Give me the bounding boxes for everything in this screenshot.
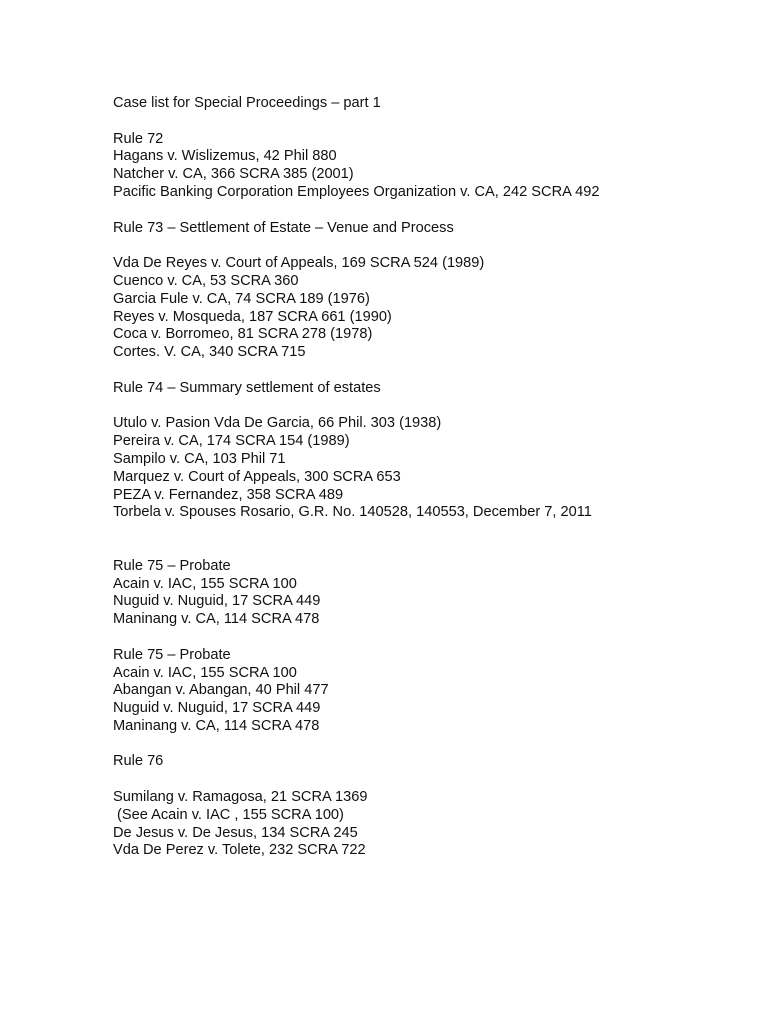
case-entry: Natcher v. CA, 366 SCRA 385 (2001) <box>113 166 354 183</box>
spacer <box>113 113 733 131</box>
case-entry: Acain v. IAC, 155 SCRA 100 <box>113 664 297 681</box>
case-entry: (See Acain v. IAC , 155 SCRA 100) <box>113 806 344 823</box>
rule-72-heading: Rule 72 <box>113 130 164 147</box>
case-entry: Torbela v. Spouses Rosario, G.R. No. 140528, 140553, December 7, 2011 <box>113 504 592 521</box>
case-entry: Nuguid v. Nuguid, 17 SCRA 449 <box>113 700 321 717</box>
rule-74-heading: Rule 74 – Summary settlement of estates <box>113 379 381 396</box>
case-entry: Hagans v. Wislizemus, 42 Phil 880 <box>113 148 337 165</box>
case-entry: Sumilang v. Ramagosa, 21 SCRA 1369 <box>113 789 368 806</box>
case-entry: Pereira v. CA, 174 SCRA 154 (1989) <box>113 433 350 450</box>
case-entry: Vda De Reyes v. Court of Appeals, 169 SCRA 524 (1989) <box>113 255 485 272</box>
case-entry: Sampilo v. CA, 103 Phil 71 <box>113 450 286 467</box>
document-body <box>113 95 733 860</box>
case-entry: Cuenco v. CA, 53 SCRA 360 <box>113 272 299 289</box>
case-entry: Pacific Banking Corporation Employees Organization v. CA, 242 SCRA 492 <box>113 183 600 200</box>
spacer <box>113 237 733 255</box>
spacer <box>113 771 733 789</box>
rule-73-heading: Rule 73 – Settlement of Estate – Venue and Process <box>113 219 454 236</box>
case-entry: Nuguid v. Nuguid, 17 SCRA 449 <box>113 593 321 610</box>
spacer <box>113 629 733 647</box>
spacer <box>113 202 733 220</box>
spacer <box>113 398 733 416</box>
rule-75-heading: Rule 75 – Probate <box>113 557 231 574</box>
case-entry: Maninang v. CA, 114 SCRA 478 <box>113 611 320 628</box>
case-entry: Reyes v. Mosqueda, 187 SCRA 661 (1990) <box>113 308 392 325</box>
spacer <box>113 362 733 380</box>
rule-75-heading-repeat: Rule 75 – Probate <box>113 646 231 663</box>
case-entry: Maninang v. CA, 114 SCRA 478 <box>113 717 320 734</box>
case-entry: De Jesus v. De Jesus, 134 SCRA 245 <box>113 824 358 841</box>
document-title: Case list for Special Proceedings – part 1 <box>113 95 381 111</box>
rule-76-heading: Rule 76 <box>113 753 164 770</box>
case-entry: PEZA v. Fernandez, 358 SCRA 489 <box>113 486 344 503</box>
case-entry: Garcia Fule v. CA, 74 SCRA 189 (1976) <box>113 290 370 307</box>
spacer <box>113 736 733 754</box>
case-entry: Abangan v. Abangan, 40 Phil 477 <box>113 682 329 699</box>
case-entry: Coca v. Borromeo, 81 SCRA 278 (1978) <box>113 326 373 343</box>
spacer <box>113 522 733 558</box>
case-entry: Acain v. IAC, 155 SCRA 100 <box>113 575 297 592</box>
case-entry: Vda De Perez v. Tolete, 232 SCRA 722 <box>113 842 366 859</box>
case-entry: Utulo v. Pasion Vda De Garcia, 66 Phil. 303 (1938) <box>113 415 442 432</box>
case-entry: Cortes. V. CA, 340 SCRA 715 <box>113 344 306 361</box>
case-entry: Marquez v. Court of Appeals, 300 SCRA 653 <box>113 468 401 485</box>
